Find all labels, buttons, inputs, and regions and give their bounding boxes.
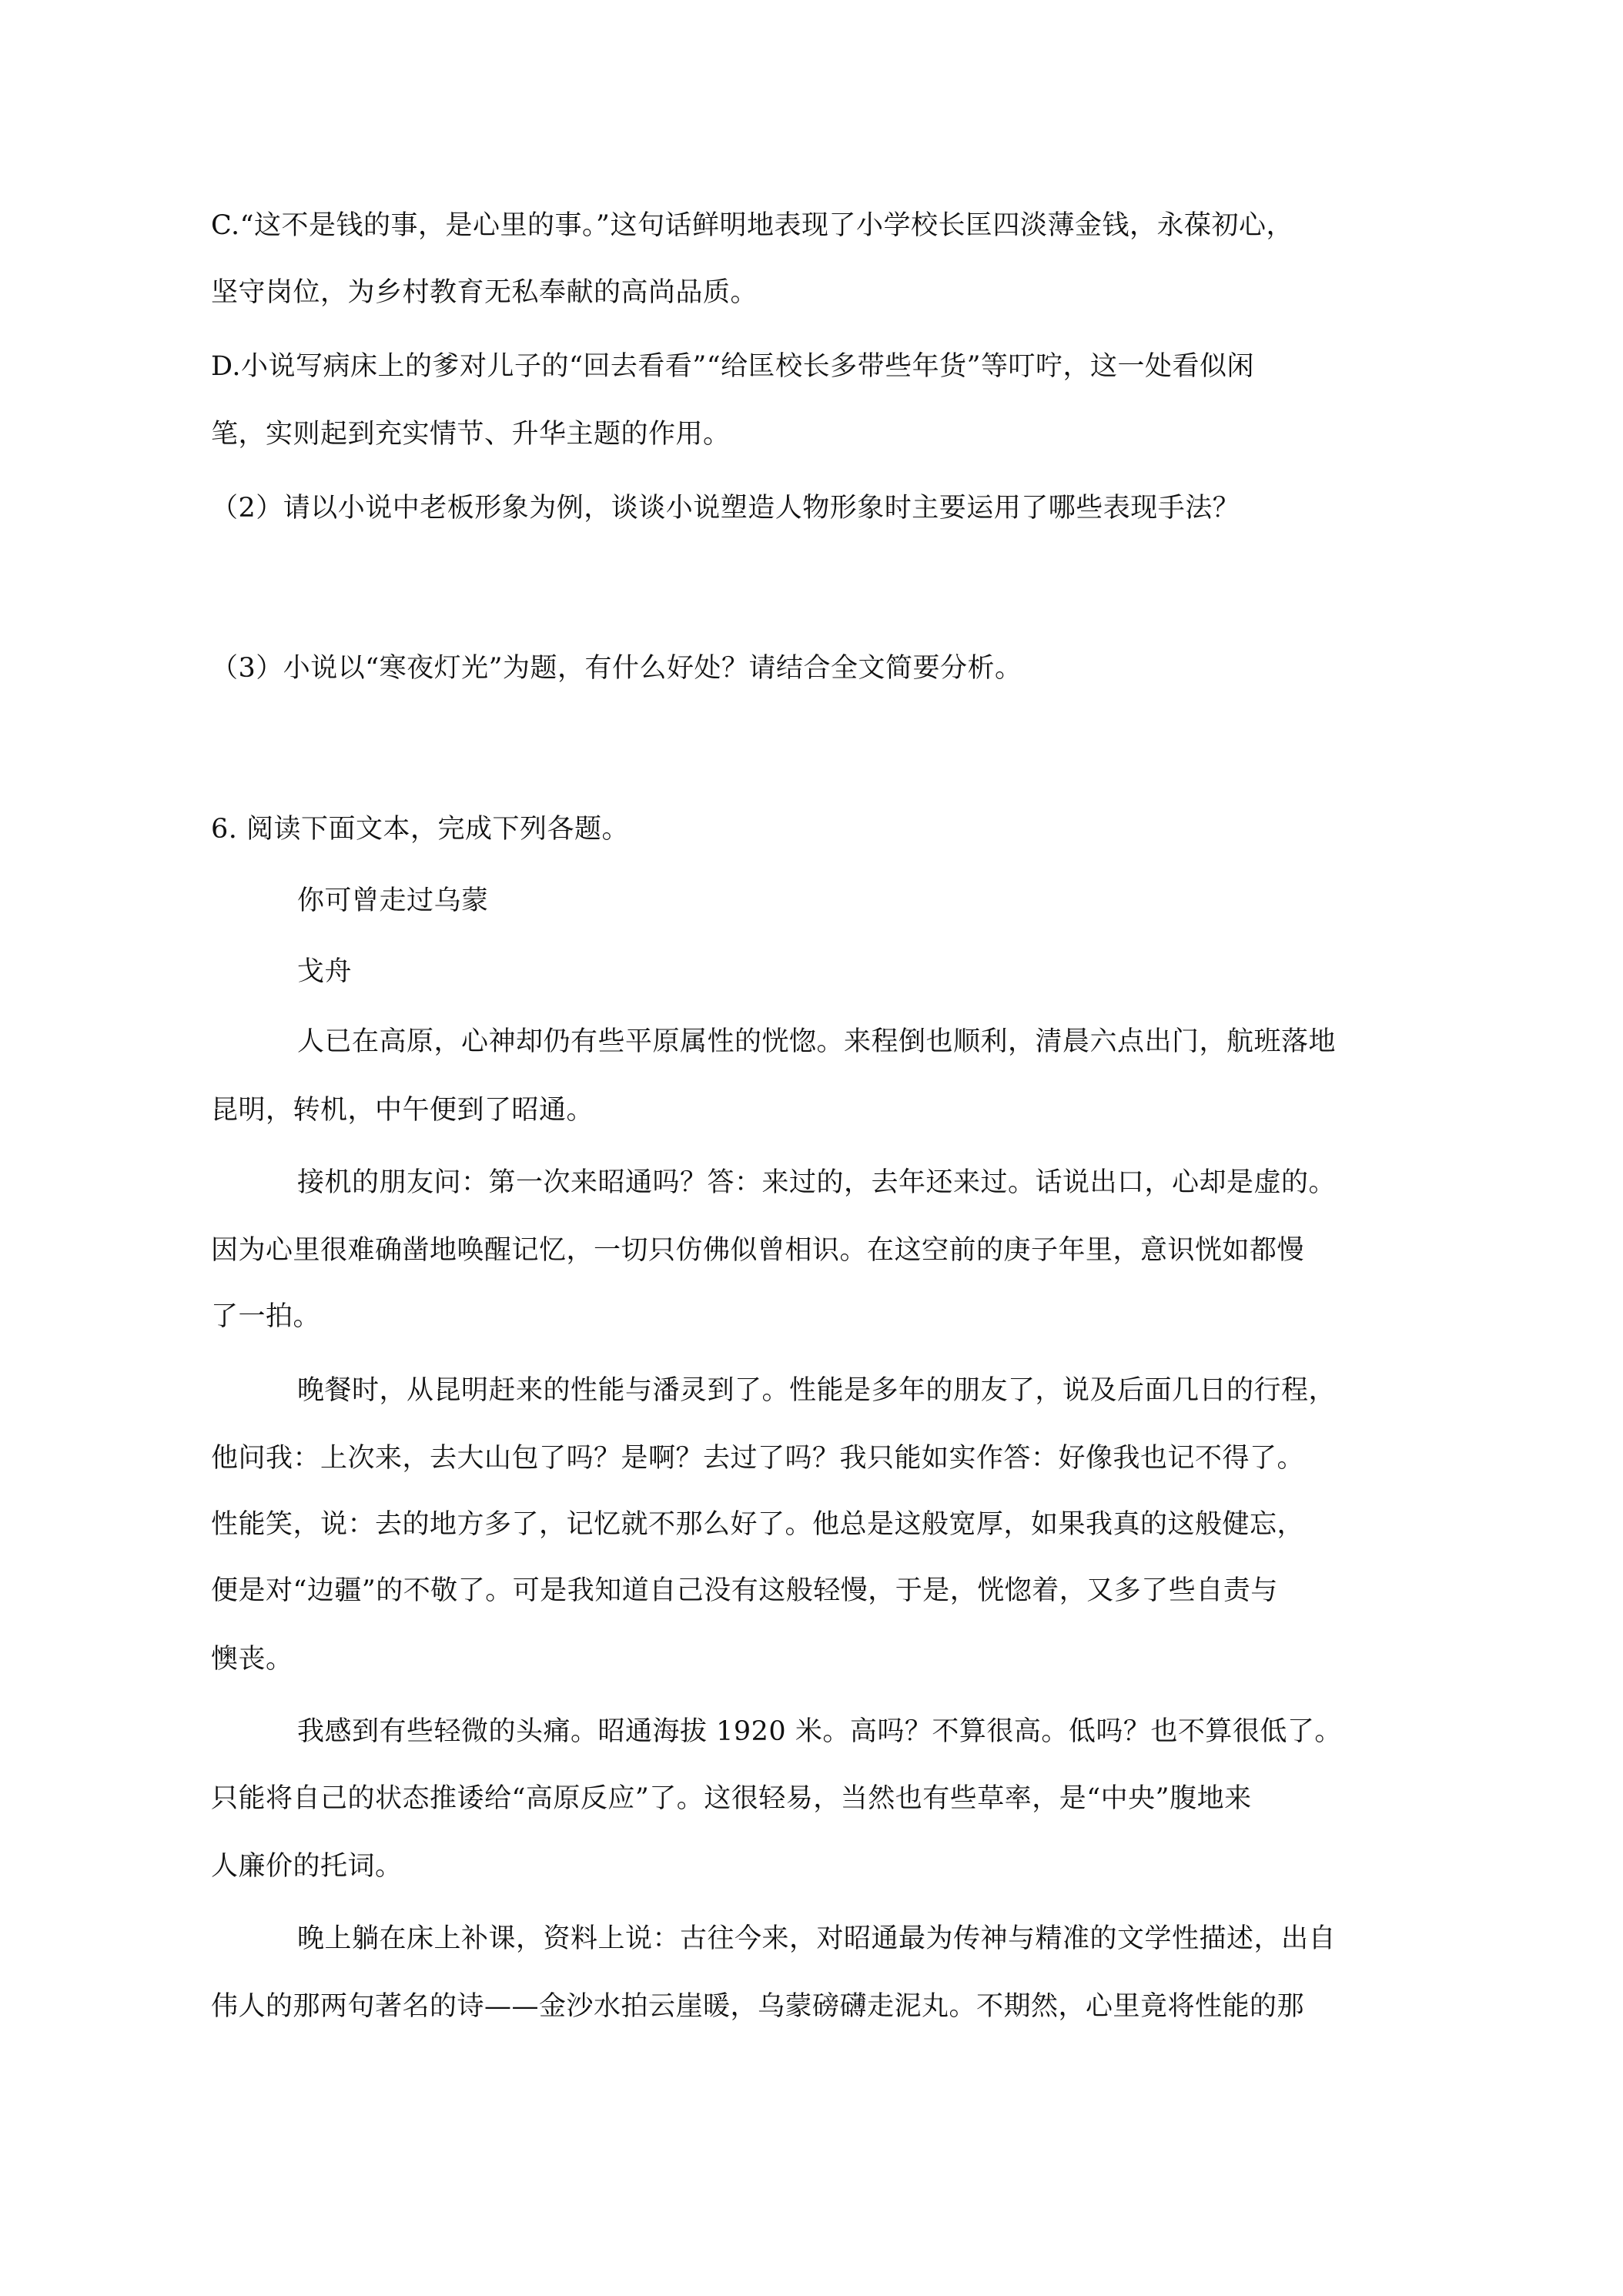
article-author: 戈舟: [297, 956, 353, 987]
paragraph-3-line-5: 懊丧。: [211, 1644, 293, 1675]
option-d-line-2: 笔，实则起到充实情节、升华主题的作用。: [211, 419, 731, 450]
paragraph-3-line-2: 他问我：上次来，去大山包了吗？是啊？去过了吗？我只能如实作答：好像我也记不得了。: [211, 1443, 1305, 1474]
paragraph-4-line-3: 人廉价的托词。: [211, 1851, 403, 1882]
option-d-line-1: D.小说写病床上的爹对儿子的“回去看看”“给匡校长多带些年货”等叮咛，这一处看似闲: [211, 351, 1255, 382]
paragraph-5-line-2: 伟人的那两句著名的诗——金沙水拍云崖暖，乌蒙磅礴走泥丸。不期然，心里竟将性能的那: [211, 1991, 1305, 2022]
question-3: （3）小说以“寒夜灯光”为题，有什么好处？请结合全文简要分析。: [211, 653, 1022, 684]
paragraph-1-line-2: 昆明，转机，中午便到了昭通。: [211, 1095, 594, 1126]
paragraph-1-line-1: 人已在高原，心神却仍有些平原属性的恍惚。来程倒也顺利，清晨六点出门，航班落地: [297, 1026, 1337, 1057]
question-2: （2）请以小说中老板形象为例，谈谈小说塑造人物形象时主要运用了哪些表现手法？: [211, 493, 1240, 524]
paragraph-4-line-2: 只能将自己的状态推诿给“高原反应”了。这很轻易，当然也有些草率，是“中央”腹地来: [211, 1783, 1252, 1814]
paragraph-4-line-1: 我感到有些轻微的头痛。昭通海拔 1920 米。高吗？不算很高。低吗？也不算很低了。: [297, 1716, 1342, 1747]
question-6-heading: 6. 阅读下面文本，完成下列各题。: [211, 814, 630, 845]
paragraph-2-line-3: 了一拍。: [211, 1301, 321, 1332]
paragraph-2-line-1: 接机的朋友问：第一次来昭通吗？答：来过的，去年还来过。话说出口，心却是虚的。: [297, 1167, 1337, 1198]
paragraph-3-line-1: 晚餐时，从昆明赶来的性能与潘灵到了。性能是多年的朋友了，说及后面几日的行程，: [297, 1375, 1337, 1406]
paragraph-5-line-1: 晚上躺在床上补课，资料上说：古往今来，对昭通最为传神与精准的文学性描述，出自: [297, 1923, 1337, 1954]
article-title: 你可曾走过乌蒙: [297, 885, 489, 916]
paragraph-3-line-3: 性能笑，说：去的地方多了，记忆就不那么好了。他总是这般宽厚，如果我真的这般健忘，: [211, 1509, 1305, 1540]
paragraph-3-line-4: 便是对“边疆”的不敬了。可是我知道自己没有这般轻慢，于是，恍惚着，又多了些自责与: [211, 1575, 1278, 1606]
paragraph-2-line-2: 因为心里很难确凿地唤醒记忆，一切只仿佛似曾相识。在这空前的庚子年里，意识恍如都慢: [211, 1235, 1305, 1266]
option-c-line-2: 坚守岗位，为乡村教育无私奉献的高尚品质。: [211, 277, 758, 308]
option-c-line-1: C.“这不是钱的事，是心里的事。”这句话鲜明地表现了小学校长匡四淡薄金钱，永葆初心，: [211, 210, 1293, 241]
